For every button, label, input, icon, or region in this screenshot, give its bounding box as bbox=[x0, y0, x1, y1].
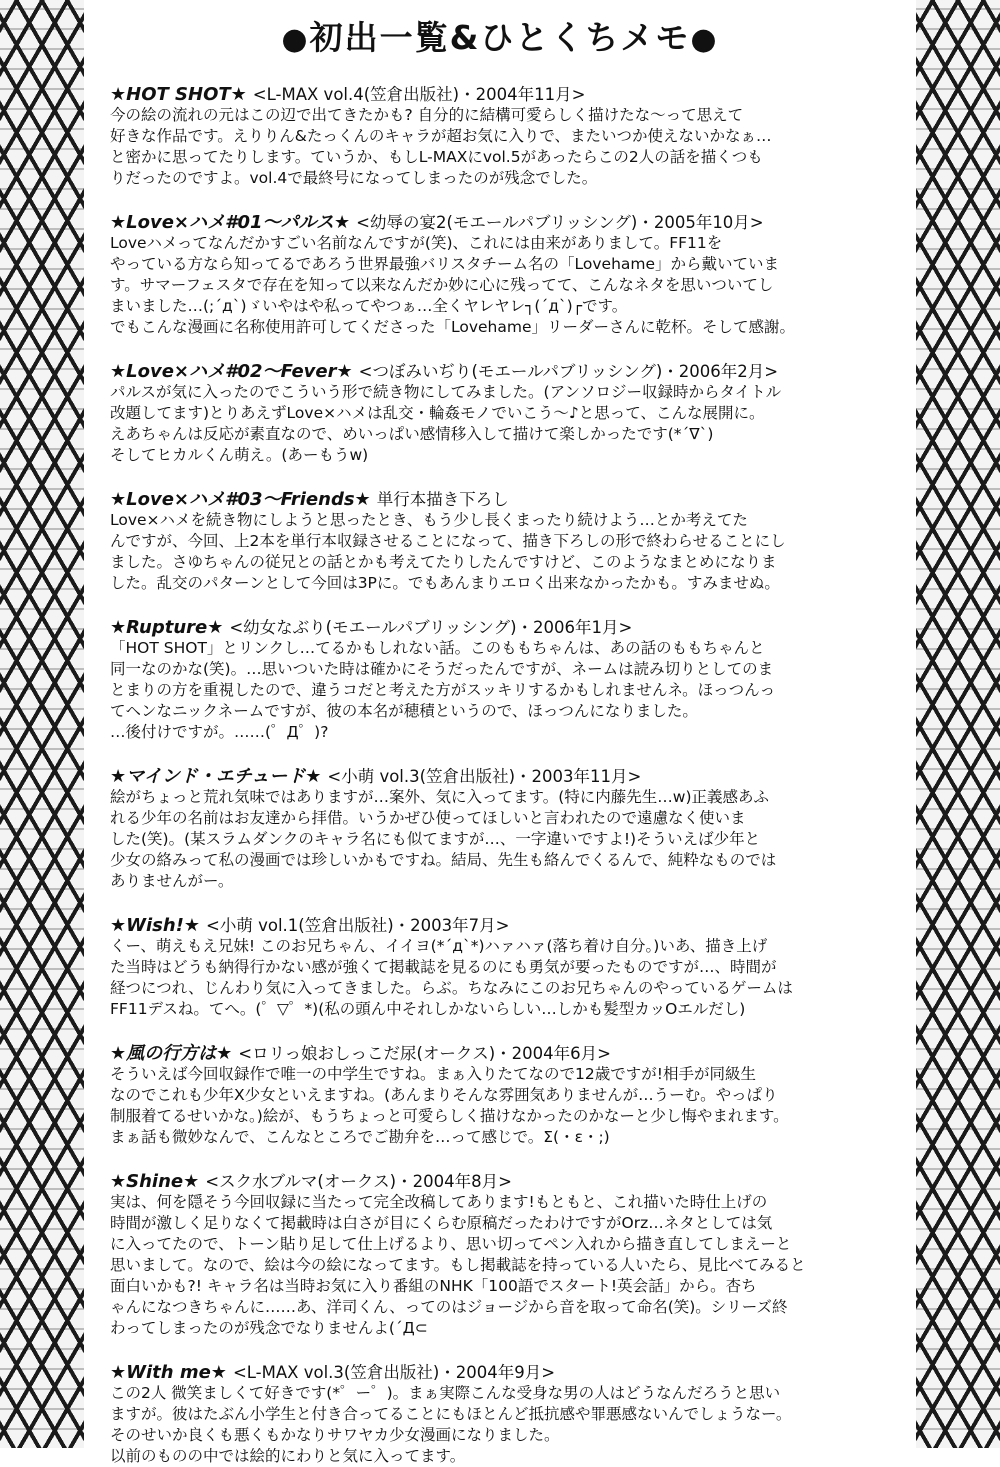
entry-source: <L-MAX vol.4(笠倉出版社)・2004年11月> bbox=[252, 85, 586, 104]
entry-text-line: した。乱交のパターンとして今回は3Pに。でもあんまりエロく出来なかったかも。すみませぬ。 bbox=[110, 574, 780, 592]
entry-text-line: んですが、今回、上2本を単行本収録させることになって、描き下ろしの形で終わらせることにし bbox=[110, 532, 786, 550]
entry-title: ★Love×ハメ#03〜Friends★ bbox=[110, 489, 371, 510]
entry-text-line: …後付けですが。……(゜Д゜)? bbox=[110, 723, 329, 741]
entry-text-line: た当時はどうも納得行かない感が強くて掲載誌を見るのにも勇気が要ったものですが…、時間が bbox=[110, 958, 777, 976]
entry bbox=[110, 617, 890, 743]
entry-header bbox=[110, 212, 890, 233]
entry-header bbox=[110, 1362, 890, 1383]
entry bbox=[110, 1171, 890, 1339]
entry-title: ★Shine★ bbox=[110, 1171, 200, 1192]
entry-source: <幼辱の宴2(モエールパブリッシング)・2005年10月> bbox=[356, 213, 764, 232]
entry-title: ★風の行方は★ bbox=[110, 1043, 233, 1064]
entry-text-line: 制服着てるせいかな。)絵が、もうちょっと可愛らしく描けなかったのかなーと少し悔やまれます。 bbox=[110, 1107, 789, 1125]
entry-text-line: ました。さゆちゃんの従兄との話とかも考えてたりしたんですけど、このようなまとめになりま bbox=[110, 553, 777, 571]
entry-body bbox=[110, 105, 890, 189]
entry-text-line: す。サマーフェスタで存在を知って以来なんだか妙に心に残ってて、こんなネタを思いついてし bbox=[110, 276, 774, 294]
entry-body bbox=[110, 936, 890, 1020]
entry-title: ★With me★ bbox=[110, 1362, 227, 1383]
entry-text-line: えあちゃんは反応が素直なので、めいっぱい感情移入して描けて楽しかったです(*´∇`) bbox=[110, 425, 714, 443]
entry-text-line: りだったのですよ。vol.4で最終号になってしまったのが残念でした。 bbox=[110, 169, 598, 187]
entry-title: ★Rupture★ bbox=[110, 617, 224, 638]
entry bbox=[110, 489, 890, 594]
entry-title: ★Wish!★ bbox=[110, 915, 201, 936]
page-content bbox=[110, 18, 890, 1465]
entry-text-line: 少女の絡みって私の漫画では珍しいかもですね。結局、先生も絡んでくるんで、純粋なものでは bbox=[110, 851, 777, 869]
title-left-dot: ● bbox=[281, 22, 310, 57]
entries-list bbox=[110, 84, 890, 1467]
entry-header bbox=[110, 84, 890, 105]
entry-text-line: Love×ハメを続き物にしようと思ったとき、もう少し長くまったり続けよう…とか考えてた bbox=[110, 511, 748, 529]
entry-body bbox=[110, 787, 890, 892]
entry-title: ★Love×ハメ#02〜Fever★ bbox=[110, 361, 353, 382]
entry-text-line: 経つにつれ、じんわり気に入ってきました。らぶ。ちなみにこのお兄ちゃんのやっているゲームは bbox=[110, 979, 793, 997]
entry-text-line: 実は、何を隠そう今回収録に当たって完全改稿してあります!もともと、これ描いた時仕上げの bbox=[110, 1193, 768, 1211]
entry-text-line: まいました…(;´д`)ゞいやはや私ってやつぁ…全くヤレヤレ┐(´д`)┌です。 bbox=[110, 297, 628, 315]
entry-body bbox=[110, 1192, 890, 1339]
entry-text-line: れる少年の名前はお友達から拝借。いうかぜひ使ってほしいと言われたので遠慮なく使いま bbox=[110, 809, 746, 827]
entry-body bbox=[110, 233, 890, 338]
entry-title: ★HOT SHOT★ bbox=[110, 84, 247, 105]
right-pattern-border bbox=[916, 0, 1000, 1448]
entry-text-line: 改題してます)とりあえずLove×ハメは乱交・輪姦モノでいこう〜♪と思って、こんな展開に。 bbox=[110, 404, 765, 422]
entry-body bbox=[110, 1064, 890, 1148]
entry-header bbox=[110, 1043, 890, 1064]
entry-text-line: 絵がちょっと荒れ気味ではありますが…案外、気に入ってます。(特に内藤先生…w)正義感あふ bbox=[110, 788, 770, 806]
page-title-text: 初出一覧&ひとくちメモ bbox=[309, 18, 691, 57]
entry-source: <幼女なぶり(モエールパブリッシング)・2006年1月> bbox=[229, 618, 633, 637]
entry-text-line: そのせいか良くも悪くもかなりサワヤカ少女漫画になりました。 bbox=[110, 1426, 560, 1444]
page-title bbox=[110, 18, 890, 60]
entry-source: 単行本描き下ろし bbox=[376, 490, 509, 509]
entry-source: <L-MAX vol.3(笠倉出版社)・2004年9月> bbox=[232, 1363, 556, 1382]
entry-text-line: パルスが気に入ったのでこういう形で続き物にしてみました。(アンソロジー収録時からタイトル bbox=[110, 383, 782, 401]
entry-text-line: した(笑)。(某スラムダンクのキャラ名にも似てますが…、一字違いですよ!)そういえば少年と bbox=[110, 830, 761, 848]
entry-header bbox=[110, 766, 890, 787]
entry-text-line: 時間が激しく足りなくて掲載時は白さが目にくらむ原稿だったわけですがOrz…ネタとしては気 bbox=[110, 1214, 773, 1232]
entry-text-line: とまりの方を重視したので、違うコだと考えた方がスッキリするかもしれませんネ。ほっつんっ bbox=[110, 681, 776, 699]
entry-text-line: ゃんになつきちゃんに……あ、洋司くん、ってのはジョージから音を取って命名(笑)。シリーズ終 bbox=[110, 1298, 788, 1316]
entry bbox=[110, 766, 890, 892]
entry-text-line: 「HOT SHOT」とリンクし…てるかもしれない話。このももちゃんは、あの話のももちゃんと bbox=[110, 639, 765, 657]
entry-text-line: やっている方なら知ってるであろう世界最強バリスタチーム名の「Lovehame」から戴いていま bbox=[110, 255, 780, 273]
entry-text-line: くー、萌えもえ兄妹! このお兄ちゃん、イイヨ(*´д`*)ハァハァ(落ち着け自分。)いあ、描き上げ bbox=[110, 937, 768, 955]
entry-text-line: 今の絵の流れの元はこの辺で出てきたかも? 自分的に結構可愛らしく描けたな〜って思えて bbox=[110, 106, 744, 124]
entry-body bbox=[110, 638, 890, 743]
entry-body bbox=[110, 382, 890, 466]
entry-text-line: 同一なのかな(笑)。…思いついた時は確かにそうだったんですが、ネームは読み切りとしてのま bbox=[110, 660, 774, 678]
entry-header bbox=[110, 361, 890, 382]
entry-text-line: 面白いかも?! キャラ名は当時お気に入り番組のNHK「100語でスタート!英会話」から。杏ち bbox=[110, 1277, 757, 1295]
entry-text-line: わってしまったのが残念でなりませんよ(´Д⊂ bbox=[110, 1319, 428, 1337]
entry-text-line: まぁ話も微妙なんで、こんなところでご勘弁を…って感じで。Σ(・ε・;) bbox=[110, 1128, 610, 1146]
entry-title: ★マインド・エチュード★ bbox=[110, 766, 322, 787]
entry-text-line: ありませんがー。 bbox=[110, 872, 234, 890]
entry-header bbox=[110, 1171, 890, 1192]
left-pattern-border bbox=[0, 0, 84, 1448]
entry-text-line: てヘンなニックネームですが、彼の本名が穂積というので、ほっつんになりました。 bbox=[110, 702, 698, 720]
entry-text-line: と密かに思ってたりします。ていうか、もしL-MAXにvol.5があったらこの2人の話を描くつも bbox=[110, 148, 763, 166]
entry-text-line: なのでこれも少年X少女といえますね。(あんまりそんな雰囲気ありませんが…うーむ。やっぱり bbox=[110, 1086, 778, 1104]
entry-source: <小萌 vol.3(笠倉出版社)・2003年11月> bbox=[327, 767, 642, 786]
entry-text-line: Loveハメってなんだかすごい名前なんですが(笑)、これには由来がありまして。FF11を bbox=[110, 234, 723, 252]
entry-header bbox=[110, 915, 890, 936]
entry bbox=[110, 1043, 890, 1148]
entry-text-line: 思いまして。なので、絵は今の絵になってます。もし掲載誌を持っている人いたら、見比べてみると bbox=[110, 1256, 806, 1274]
entry-text-line: そしてヒカルくん萌え。(あーもうw) bbox=[110, 446, 369, 464]
entry bbox=[110, 212, 890, 338]
entry-source: <つぼみいぢり(モエールパブリッシング)・2006年2月> bbox=[358, 362, 779, 381]
entry-body bbox=[110, 510, 890, 594]
entry-header bbox=[110, 617, 890, 638]
entry bbox=[110, 84, 890, 189]
entry bbox=[110, 1362, 890, 1467]
entry-text-line: 以前のものの中では絵的にわりと気に入ってます。 bbox=[110, 1447, 466, 1465]
entry-text-line: に入ってたので、トーン貼り足して仕上げるより、思い切ってペン入れから描き直してしまえーと bbox=[110, 1235, 792, 1253]
entry-source: <小萌 vol.1(笠倉出版社)・2003年7月> bbox=[206, 916, 510, 935]
entry-body bbox=[110, 1383, 890, 1467]
entry bbox=[110, 915, 890, 1020]
entry-text-line: そういえば今回収録作で唯一の中学生ですね。まぁ入りたてなので12歳ですが!相手が同級生 bbox=[110, 1065, 756, 1083]
entry-source: <スク水ブルマ(オークス)・2004年8月> bbox=[205, 1172, 512, 1191]
entry-text-line: ますが。彼はたぶん小学生と付き合ってることにもほとんど抵抗感や罪悪感ないんでしょうなー。 bbox=[110, 1405, 792, 1423]
entry-text-line: FF11デスね。てへ。(゜▽゜*)(私の頭ん中それしかないらしい…しかも髪型カッOエルだし) bbox=[110, 1000, 746, 1018]
entry-source: <ロリっ娘おしっこだ尿(オークス)・2004年6月> bbox=[238, 1044, 611, 1063]
entry-text-line: この2人 微笑ましくて好きです(*゜ー゜)。まぁ実際こんな受身な男の人はどうなんだろうと思い bbox=[110, 1384, 781, 1402]
entry-header bbox=[110, 489, 890, 510]
title-right-dot: ● bbox=[690, 22, 719, 57]
entry-title: ★Love×ハメ#01〜パルス★ bbox=[110, 212, 351, 233]
entry-text-line: 好きな作品です。えりりん&たっくんのキャラが超お気に入りで、またいつか使えないかなぁ… bbox=[110, 127, 772, 145]
entry-text-line: でもこんな漫画に名称使用許可してくださった「Lovehame」リーダーさんに乾杯。そして感謝。 bbox=[110, 318, 796, 336]
entry bbox=[110, 361, 890, 466]
